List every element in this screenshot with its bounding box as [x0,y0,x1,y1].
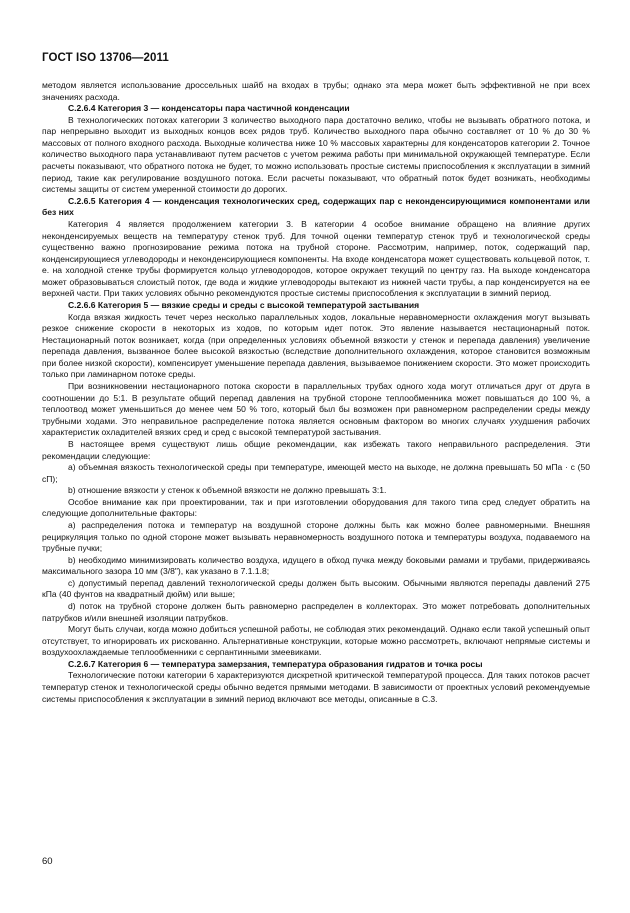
paragraph: В настоящее время существуют лишь общие рекомендации, как избежать такого неправильного распределения. Эти рекомендации следующие: [42,438,590,461]
list-item: b) отношение вязкости у стенок к объемной вязкости не должно превышать 3:1. [68,485,387,496]
list-item: b) необходимо минимизировать количество воздуха, идущего в обход пучка между боковыми рамами и трубами, придерживаясь максимального зазора 10 мм (3/8"), как указано в 7.1.1.8; [42,554,590,577]
paragraph: В технологических потоках категории 3 количество выходного пара достаточно велико, чтобы не вызывать обратного потока, и пар непрерывно выходит из выходных концов всех рядов труб. Количество выходного пара обычно составляет от 10 % до 30 % массовых от полного входного расхода. Выходные количества ниже 10 % массовых характерны для конденсаторов категории 2. Точное количество выходного пара устанавливают путем расчетов с учетом режима работы при минимальной окружающей температуре. Если расчеты показывают, что обратного потока не будет, то можно использовать простые системы приспособления к эксплуатации в зимний период, такие как регулирование воздушного потока. Если расчеты показывают, что обратный поток будет возникать, необходимы системы защиты от систем умеренной стоимости до дорогих. [42,114,590,195]
list-item: c) допустимый перепад давлений технологической среды должен быть высоким. Обычными являются перепады давлений 275 кПа (40 фунтов на квадратный дюйм) или выше; [42,577,590,600]
list-item: d) поток на трубной стороне должен быть равномерно распределен в коллекторах. Это может потребовать дополнительных патрубков и/или внешней изоляции патрубков. [42,601,590,623]
paragraph: Категория 4 является продолжением категории 3. В категории 4 особое внимание обращено на влияние других неконденсируемых веществ на температуру стенок труб. Для точной оценки температур стенок труб и технологической среды существенно важно прогнозирование режима потока на трубной стороне. Рассмотрим, например, поток, содержащий пар, конденсирующиеся углеводороды и неконденсирующиеся компоненты. На входе конденсатора может существовать кольцевой поток, т. е. на холодной стенке трубы формируется кольцо углеводородов, которое окружает текущий по центру газ. На выходе конденсатора может образовываться слоистый поток, где вода и жидкие углеводороды вытекают из нижней части трубы, а пар конденсируется на ее верхней части. При таких условиях обычно рекомендуются простые системы приспособления к эксплуатации в зимний период. [42,218,590,299]
paragraph: Когда вязкая жидкость течет через несколько параллельных ходов, локальные неравномерности охлаждения могут вызывать резкое снижение скорости в некоторых из ходов, по которым идет поток. Это явление называется нестационарный поток. Нестационарный поток возникает, когда (при определенных условиях объемной вязкости у стенок и перепада давления) увеличение перепада давления, вызванное более высокой вязкостью (вследствие дополнительного охлаждения, которое становится возможным при более низкой скорости), компенсирует уменьшение перепада давления, вызываемое понижением скорости. Это может происходить только при ламинарном потоке среды. [42,311,590,380]
paragraph-continuation: методом является использование дроссельных шайб на входах в трубы; однако эта мера может быть эффективной не при всех значениях расхода. [42,80,590,102]
list-item: a) распределения потока и температур на воздушной стороне должны быть как можно более равномерными. Внешняя рециркуляция только по одной стороне может вызывать неравномерность воздушного потока и температуры воздуха, подаваемого на трубные пучки; [42,519,590,554]
section-heading-c264: C.2.6.4 Категория 3 — конденсаторы пара частичной конденсации [68,103,350,114]
body-text [42,80,590,705]
section-heading-c266: C.2.6.6 Категория 5 — вязкие среды и среды с высокой температурой застывания [68,299,420,310]
paragraph: Особое внимание как при проектировании, так и при изготовлении оборудования для такого типа сред следует обратить на следующие дополнительные факторы: [42,496,590,519]
paragraph: Могут быть случаи, когда можно добиться успешной работы, не соблюдая этих рекомендаций. Однако если такой успешный опыт отсутствует, то игнорировать их рискованно. Альтернативные конструкции, которые можно рассмотреть, включают непрямые системы и воздухоохлаждаемые теплообменники с серпантинными змеевиками. [42,624,590,658]
section-heading-c265: C.2.6.5 Категория 4 — конденсация технологических сред, содержащих пар с неконденсирующимися компонентами или без них [42,195,590,218]
section-heading-c267: C.2.6.7 Категория 6 — температура замерзания, температура образования гидратов и точка росы [68,658,483,669]
paragraph: Технологические потоки категории 6 характеризуются дискретной критической температурой процесса. Для таких потоков расчет температур стенок и технологической среды обычно ведется прямыми методами. В зависимости от проектных условий рекомендуемые системы приспособления к эксплуатации в зимний период включают все методы, описанные в C.3. [42,670,590,704]
page-header-title: ГОСТ ISO 13706—2011 [42,52,169,64]
list-item: a) объемная вязкость технологической среды при температуре, имеющей место на выходе, не должна превышать 50 мПа · с (50 сП); [42,462,590,484]
paragraph: При возникновении нестационарного потока скорости в параллельных трубах одного хода могут отличаться друг от друга в соотношении до 5:1. В результате общий перепад давления на трубной стороне теплообменника может повышаться до 100 %, а теплоотвод может уменьшиться до менее чем 50 % того, который был бы возможен при равномерном распределении среды между трубными ходами. Это неправильное распределение потока является основным фактором во многих случаях ухудшения рабочих характеристик охладителей вязких сред и сред с высокой температурой застывания. [42,381,590,438]
page-number: 60 [42,856,53,867]
